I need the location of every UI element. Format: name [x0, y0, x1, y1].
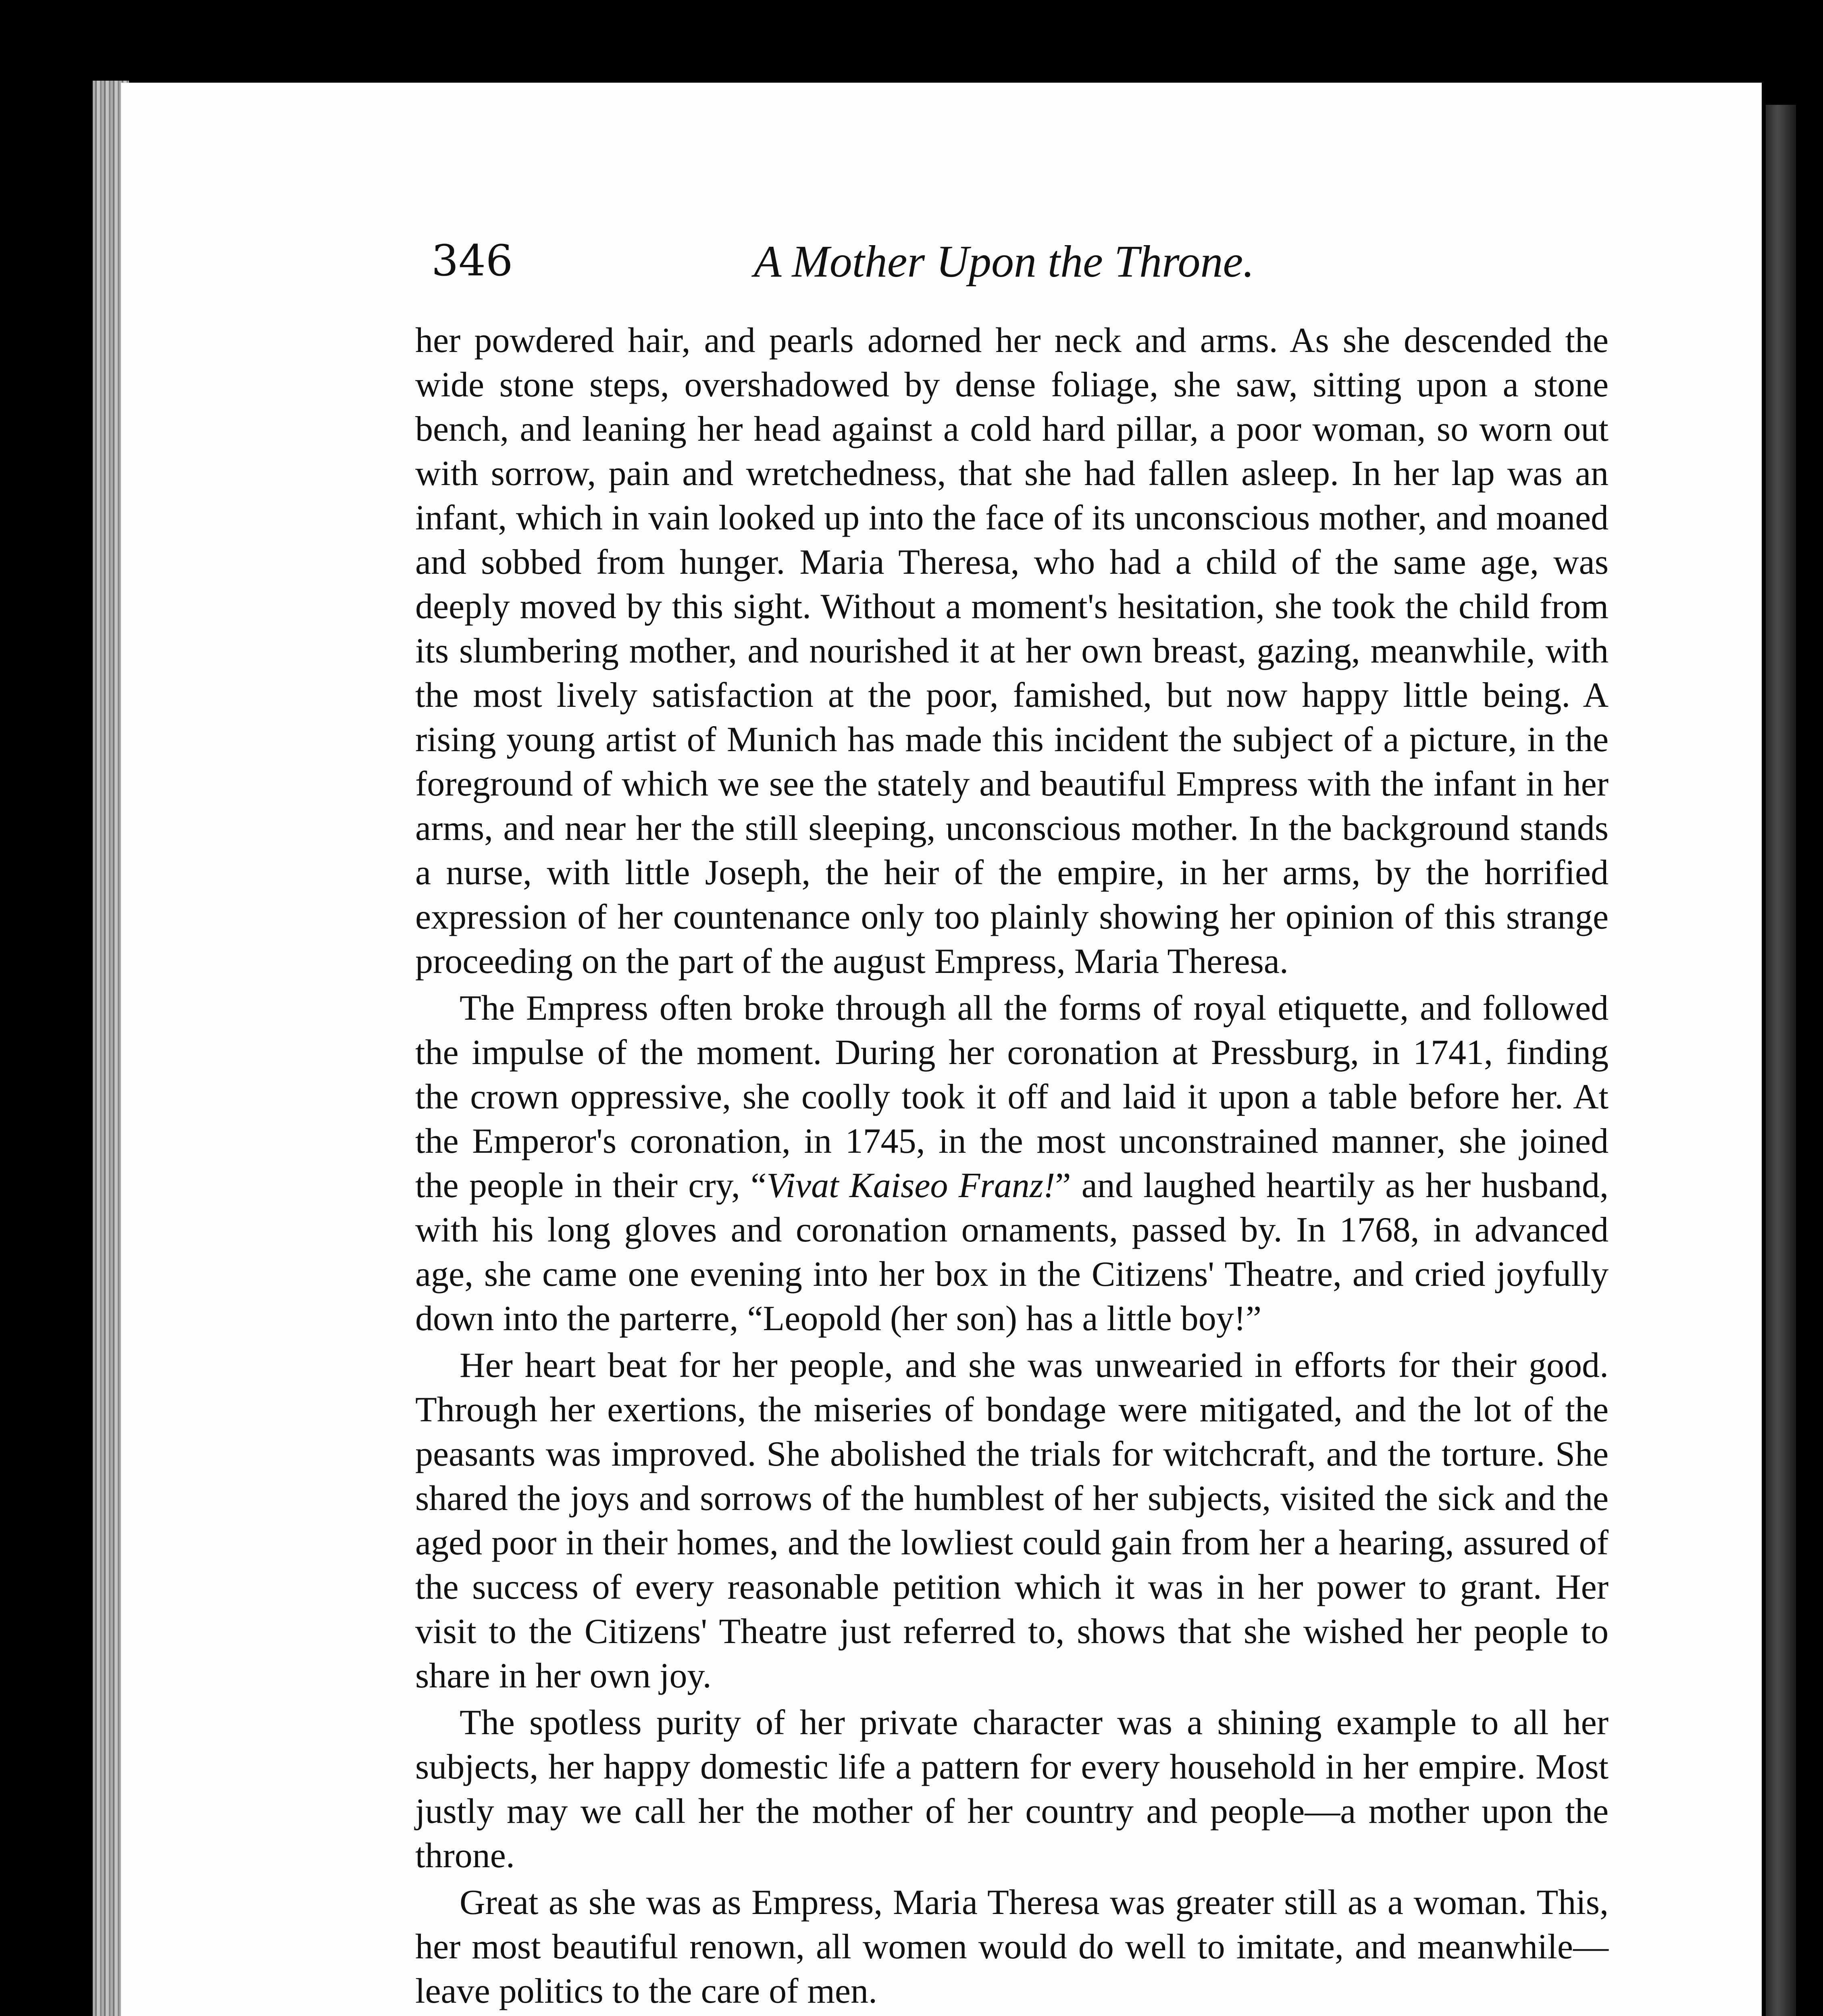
page-header	[431, 236, 1600, 287]
page-body	[415, 319, 1609, 2014]
paragraph-1: her powdered hair, and pearls adorned her neck and arms. As she descended the wide stone steps, overshadowed by dense foliage, she saw, sitting upon a stone bench, and leaning her head against a cold hard pillar, a poor woman, so worn out with sorrow, pain and wretchedness, that she had fallen asleep. In her lap was an infant, which in vain looked up into the face of its unconscious mother, and moaned and sobbed from hunger. Maria Theresa, who had a child of the same age, was deeply moved by this sight. Without a moment's hesitation, she took the child from its slumbering mother, and nourished it at her own breast, gazing, meanwhile, with the most lively satisfaction at the poor, famished, but now happy little being. A rising young artist of Munich has made this incident the subject of a picture, in the foreground of which we see the stately and beautiful Empress with the infant in her arms, and near her the still sleeping, unconscious mother. In the background stands a nurse, with little Joseph, the heir of the empire, in her arms, by the horrified expression of her countenance only too plainly showing her opinion of this strange proceeding on the part of the august Empress, Maria Theresa.	[415, 321, 1609, 981]
paragraph-5: Great as she was as Empress, Maria Theresa was greater still as a woman. This, her most beautiful renown, all women would do well to imitate, and meanwhile—leave politics to the care of men.	[415, 1883, 1609, 2011]
paragraph-3: Her heart beat for her people, and she was unwearied in efforts for their good. Through her exertions, the miseries of bondage were mitigated, and the lot of the peasants was improved. She abolished the trials for witchcraft, and the torture. She shared the joys and sorrows of the humblest of her subjects, visited the sick and the aged poor in their homes, and the lowliest could gain from her a hearing, assured of the success of every reasonable petition which it was in her power to grant. Her visit to the Citizens' Theatre just referred to, shows that she wished her people to share in her own joy.	[415, 1346, 1609, 1695]
page-number: 346	[431, 236, 513, 285]
paragraph-2-text-a: The Empress often broke through all the forms of royal etiquette, and followed the impulse of the moment. During her coronation at Pressburg, in 1741, finding the crown oppressive, she coolly took it off and laid it upon a table before her. At the Emperor's coronation, in 1745, in the most unconstrained manner, she joined the people in their cry, “	[415, 989, 1609, 1205]
paragraph-4: The spotless purity of her private character was a shining example to all her subjects, her happy domestic life a pattern for every household in her empire. Most justly may we call her the mother of her country and people—a mother upon the throne.	[415, 1703, 1609, 1875]
running-title: A Mother Upon the Throne.	[754, 237, 1255, 287]
paragraph-2-text-b: ” and laughed heartily as her husband, with his long gloves and coronation ornaments, passed by. In 1768, in advanced age, she came one evening into her box in the Citizens' Theatre, and cried joyfully down into the parterre, “Leopold (her son) has a little boy!”	[415, 1166, 1609, 1338]
paragraph-2	[415, 986, 1609, 1341]
page-gutter-edge	[1766, 105, 1796, 2016]
paragraph-2-italic-quote: Vivat Kaiseo Franz!	[766, 1166, 1055, 1205]
